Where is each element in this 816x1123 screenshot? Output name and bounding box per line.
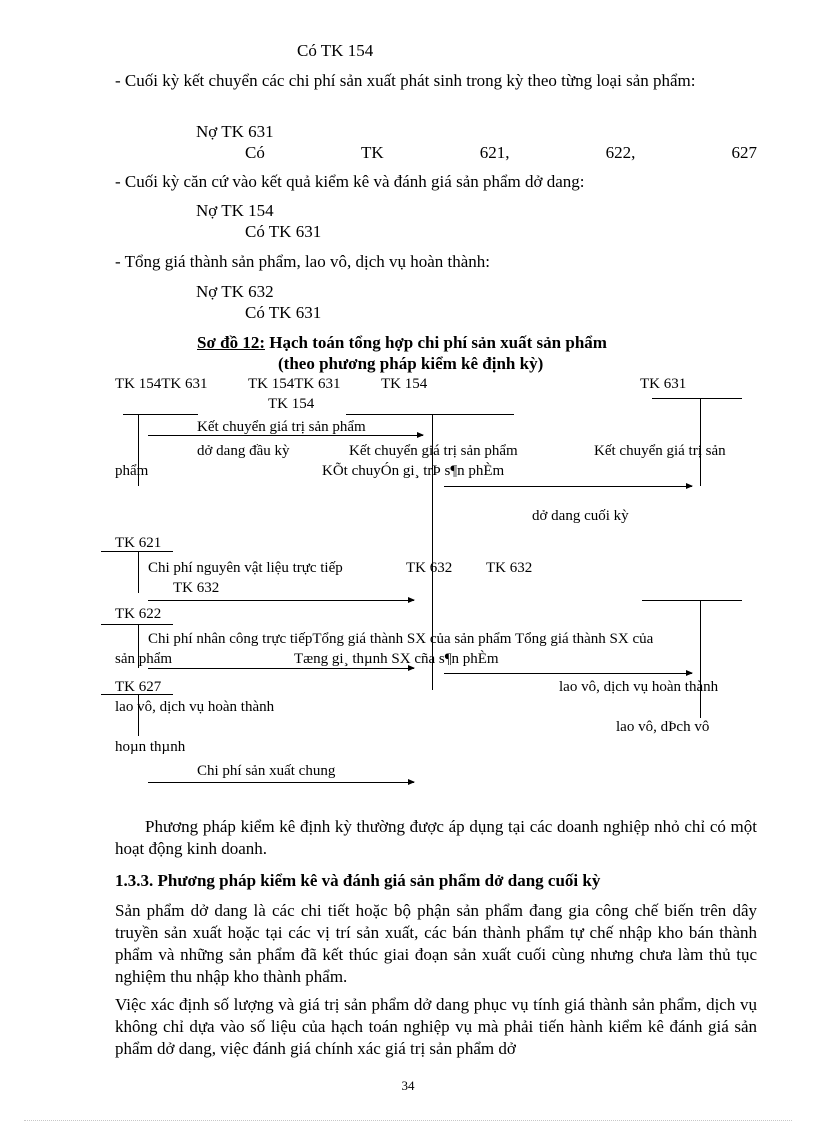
flow-label-7: Chi phí nhân công trực tiếpTổng giá thành SX của sản phẩm Tổng giá thành SX của [148, 631, 654, 647]
t-line-622-top [101, 624, 173, 625]
paragraph-1: Phương pháp kiểm kê định kỳ thường được áp dụng tại các doanh nghiệp nhỏ chỉ có một hoạt động kinh doanh. [115, 817, 757, 859]
account-tk622: TK 622 [115, 606, 162, 622]
account-tk621: TK 621 [115, 535, 162, 551]
diagram-subtitle: (theo phương pháp kiểm kê định kỳ) [278, 354, 544, 373]
entry-no-632: Nợ TK 632 [196, 282, 274, 301]
arrow-6 [148, 782, 414, 783]
arrow-2 [444, 486, 692, 487]
arrow-3 [148, 600, 414, 601]
paragraph-3: Việc xác định số lượng và giá trị sản phẩm dở dang phục vụ tính giá thành sản phẩm, dịch vụ không chỉ dựa vào số liệu của hạch toán nghiệp vụ mà phải tiến hành kiểm kê đánh giá sản phẩm dở dang, việc đánh giá chính xác giá trị sản phẩm dở [115, 995, 757, 1059]
diagram-title [197, 332, 607, 354]
entry-no-154: Nợ TK 154 [196, 201, 274, 220]
flow-label-4: dở dang cuối kỳ [532, 508, 629, 524]
entry-item-3: - Tổng giá thành sản phẩm, lao vô, dịch vụ hoàn thành: [115, 252, 491, 271]
header-tk154: TK 154 [381, 376, 428, 392]
flow-label-8b: Tæng gi¸ thµnh SX cña s¶n phÈm [294, 651, 499, 667]
t-line-631-top [346, 414, 514, 415]
diagram-title-text: Hạch toán tổng hợp chi phí sản xuất sản phẩm [264, 333, 607, 352]
section-heading: 1.3.3. Phương pháp kiểm kê và đánh giá sản phẩm dở dang cuối kỳ [115, 871, 601, 890]
entry-co-word: Có [245, 143, 265, 162]
paragraph-2: Sản phẩm dở dang là các chi tiết hoặc bộ phận sản phẩm đang gia công chế biến trên dây truyền sản xuất hoặc tại các vị trí sản xuất, các bán thành phẩm tự chế nhập kho bán thành phẩm và những sản phẩm đã kết thúc giai đoạn sản xuất cuối cùng nhưng chưa làm thủ tục nghiệm thu nhập kho thành phẩm. [115, 901, 757, 987]
entry-622: 622, [605, 143, 636, 162]
flow-label-13: Chi phí sản xuất chung [197, 763, 336, 779]
t-line-154-top [123, 414, 198, 415]
t-line-621-top [101, 551, 173, 552]
flow-label-3a: phẩm [115, 463, 149, 479]
t-line-621-stem [138, 551, 139, 593]
flow-label-10: lao vô, dịch vụ hoàn thành [115, 699, 275, 715]
entry-co-621 [245, 142, 757, 164]
t-line-632-top [642, 600, 742, 601]
flow-label-2b: Kết chuyển giá trị sản phẩm [349, 443, 518, 459]
flow-label-3b: KÕt chuyÓn gi¸ trÞ s¶n phÈm [322, 463, 505, 479]
flow-label-8a: sản phẩm [115, 651, 173, 667]
entry-co-154: Có TK 154 [297, 41, 374, 60]
entry-no-631: Nợ TK 631 [196, 122, 274, 141]
t-line-627-top [101, 694, 173, 695]
flow-label-11: lao vô, dÞch vô [616, 719, 710, 735]
flow-label-1: Kết chuyển giá trị sản phẩm [197, 419, 366, 435]
flow-label-5b: TK 632 [406, 560, 453, 576]
flow-label-5a: Chi phí nguyên vật liệu trực tiếp [148, 560, 343, 576]
page-number: 34 [401, 1078, 415, 1093]
flow-label-2a: dở dang đầu kỳ [197, 443, 290, 459]
entry-item-2: - Cuối kỳ căn cứ vào kết quả kiểm kê và đánh giá sản phẩm dở dang: [115, 172, 585, 191]
flow-label-2c: Kết chuyển giá trị sản [594, 443, 726, 459]
entry-co-631-b: Có TK 631 [245, 303, 322, 322]
entry-627: 627 [731, 143, 757, 162]
entry-621: 621, [479, 143, 510, 162]
entry-tk-word: TK [360, 143, 384, 162]
account-tk627: TK 627 [115, 679, 162, 695]
flow-label-9: lao vô, dịch vụ hoàn thành [559, 679, 719, 695]
flow-label-12: hoµn thµnh [115, 739, 186, 755]
arrow-1 [148, 435, 423, 436]
arrow-4 [148, 668, 414, 669]
flow-label-5c: TK 632 [486, 560, 533, 576]
diagram-title-label: Sơ đồ 12: [197, 333, 265, 352]
header-tk631: TK 631 [640, 376, 687, 392]
t-line-632-stem [700, 600, 701, 718]
page-bottom-rule [24, 1120, 792, 1121]
header-left: TK 154TK 631 [115, 376, 208, 392]
entry-item-1: - Cuối kỳ kết chuyển các chi phí sản xuất phát sinh trong kỳ theo từng loại sản phẩm: [115, 71, 696, 90]
arrow-5 [444, 673, 692, 674]
flow-label-6: TK 632 [173, 580, 220, 596]
header-mid: TK 154TK 631 [248, 376, 341, 392]
t-line-154-right-top [652, 398, 742, 399]
entry-co-631-a: Có TK 631 [245, 222, 322, 241]
header-tk154-b: TK 154 [268, 396, 315, 412]
